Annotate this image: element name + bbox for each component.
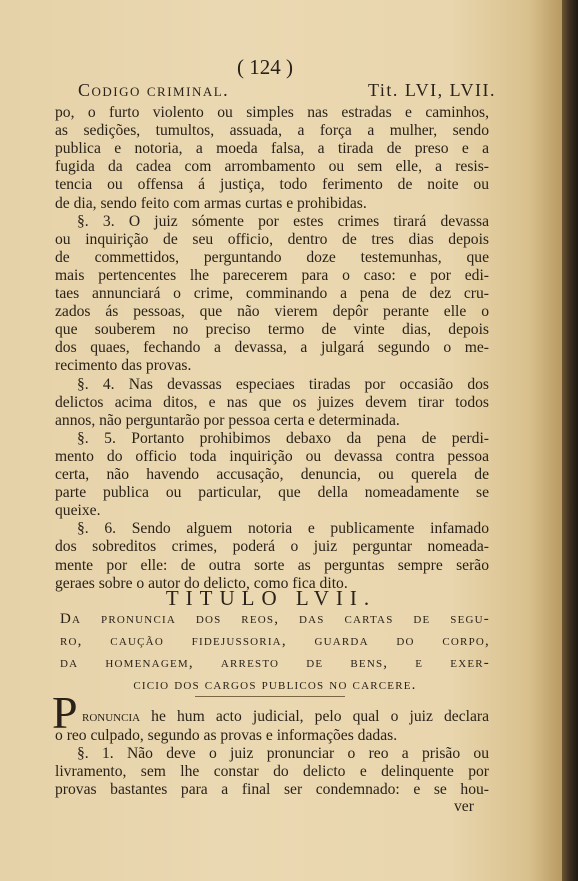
text-line: parte publica ou particular, que della nomeadamente se [55, 484, 489, 502]
text-line: tencia ou offensa á justiça, todo ferimento de noite ou [55, 176, 489, 194]
text-line: o reo culpado, segundo as provas e informações dadas. [55, 727, 398, 744]
text-line: annos, não perguntarão por pessoa certa e determinada. [55, 411, 400, 429]
lvii-first-word: ronuncia [82, 708, 141, 725]
page-number: ( 124 ) [237, 55, 293, 79]
text-line: recimento das provas. [55, 357, 192, 375]
text-line: de dia, sendo feito com armas curtas e prohibidas. [55, 194, 367, 212]
heading-line: da homenagem, arresto de bens, e exer- [60, 655, 490, 671]
text-line: livramento, sem lhe constar do delicto e delinquente por [55, 763, 489, 781]
heading-line: cicio dos cargos publicos no carcere. [133, 677, 417, 693]
text-line: as sedições, tumultos, assuada, a força a mulher, sendo [55, 122, 489, 140]
text-line: §. 4. Nas devassas especiaes tiradas por occasião dos [77, 375, 489, 393]
text-line: §. 3. O juiz sómente por estes crimes tirará devassa [77, 212, 489, 230]
text-line: geraes sobre o autor do delicto, como fica dito. [55, 574, 348, 592]
text-line: fugida da cadea com arrombamento ou sem elle, a resis- [55, 158, 489, 176]
text-line: §. 5. Portanto prohibimos debaxo da pena de perdi- [77, 429, 489, 447]
text-line: ou inquirição de seu officio, dentro de tres dias depois [55, 230, 489, 248]
text-line: zados ás pessoas, que não vierem depôr perante elle o [55, 303, 489, 321]
running-head-right: Tit. LVI, LVII. [367, 80, 496, 100]
text-line: certa, não havendo accusação, denuncia, ou querela de [55, 466, 489, 483]
heading-line: ro, caução fidejussoria, guarda do corpo, [60, 633, 490, 649]
text-line: §. 6. Sendo alguem notoria e publicamente infamado [77, 520, 489, 538]
text-line: mais pertencentes lhe parecerem para o caso: e por edi- [55, 266, 489, 284]
text-line: de commettidos, perguntando doze testemunhas, que [55, 248, 489, 266]
text-line: po, o furto violento ou simples nas estradas e caminhos, [55, 104, 489, 121]
text-line: queixe. [55, 502, 101, 520]
catchword: ver [454, 798, 474, 815]
text-line: delictos acima ditos, e nas que os juizes devem tirar todos [55, 393, 489, 411]
running-head [78, 80, 496, 101]
book-spine [562, 0, 578, 881]
heading-divider [195, 696, 345, 697]
title-lvii: TITULO LVII. [165, 586, 377, 610]
text-line: mento do officio toda inquirição ou devassa contra pessoa [55, 447, 489, 465]
text-line: dos sobreditos crimes, poderá o juiz perguntar nomeada- [55, 538, 489, 556]
lvii-first-line-rest: he hum acto judicial, pelo qual o juiz declara [140, 708, 489, 725]
text-line: taes annunciará o crime, comminando a pena de dez cru- [55, 285, 489, 302]
heading-line: Da pronuncia dos reos, das cartas de segu- [60, 611, 490, 627]
text-line: §. 1. Não deve o juiz pronunciar o reo a prisão ou [77, 745, 489, 763]
lvii-first-line [82, 708, 489, 726]
text-line: que souberem no preciso termo de vinte dias, depois [55, 321, 489, 339]
text-line: dos quaes, fechando a devassa, a julgará segundo o me- [55, 339, 489, 357]
running-head-left: Codigo criminal. [78, 80, 230, 100]
text-line: provas bastantes para a final ser condemnado: e se hou- [55, 781, 489, 799]
drop-cap: P [52, 687, 78, 738]
text-line: mente por elle: de outra sorte as perguntas sempre serão [55, 556, 489, 574]
text-line: publica e notoria, a moeda falsa, a tirada de preso e a [55, 140, 489, 158]
